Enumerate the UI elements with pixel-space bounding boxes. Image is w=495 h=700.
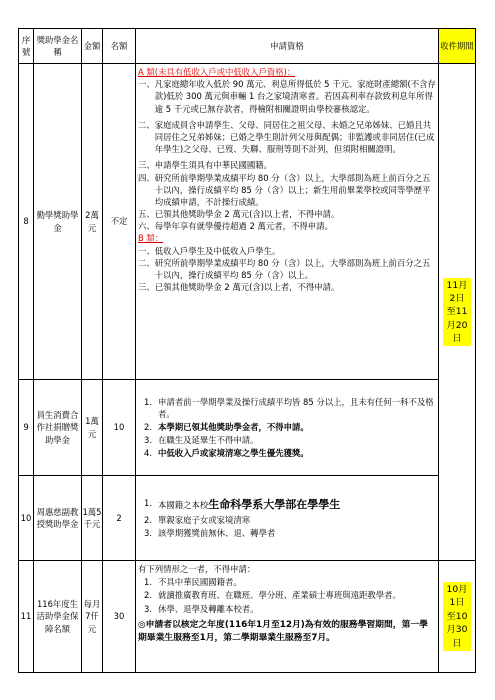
period-badge: 11月2日至11月20日 — [443, 278, 471, 347]
row-no: 11 — [19, 561, 34, 673]
section-a-title: A 類(未具有低收入戶或中低收入戶資格)： — [138, 67, 296, 77]
row-no: 9 — [19, 380, 34, 476]
row-amount: 1萬5千元 — [82, 476, 103, 561]
table-row — [19, 380, 476, 476]
row-name: 勤學獎助學金 — [34, 64, 82, 380]
row-amount: 每月7仟元 — [82, 561, 103, 673]
row-note: ◎申請者以核定之年度(116年1月至12月)為有效的服務學習期間，第一學期畢業生服務至1月，第二學期畢業生服務至7月。 — [138, 619, 428, 644]
list-item: 2. 單親家庭子女或家境清寒 — [144, 514, 251, 525]
list-item: 二、 研究所前學期學業成績平均 80 分（含）以上，大學部則為班上前百分之五十以內，操行成績平均 85 分（含）以上。 — [138, 257, 431, 280]
list-item: 三、 申請學生須具有中華民國國籍。 — [138, 160, 272, 171]
list-item: 3. 該學期獲獎前無休、退、轉學者 — [144, 527, 276, 538]
list-item: 三、 已領其他獎助學金 2 萬元(含)以上者，不得申請。 — [138, 282, 340, 293]
row-requirements — [136, 476, 439, 561]
list-item: 2. 本學期已領其他獎助學金者，不得申請。 — [144, 421, 309, 432]
section-b-title: B 類： — [138, 233, 164, 244]
table-row — [19, 64, 476, 380]
header-period: 收件期間 — [439, 29, 476, 64]
list-item: 四、 研究所前學期學業成績平均 80 分（含）以上，大學部則為班上前百分之五十以內，操行成績平均 85 分（含）以上；新生用前畢業學校或同等學歷平均成績申請，不計操行成績。 — [138, 172, 431, 207]
header-name: 獎助學金名稱 — [34, 29, 82, 64]
row-intro: 有下列情形之一者，不得申請： — [138, 564, 256, 574]
list-item: 2. 就讀推廣教育班、在職班、學分班、產業碩士專班與遠距教學者。 — [144, 590, 401, 601]
header-no: 序號 — [19, 29, 34, 64]
list-item: 一、 凡家庭總年收入低於 90 萬元、利息所得低於 5 千元、家庭財產總額(不含存款)低於 300 萬元與車輛 1 台之家境清寒者。若因高利率存款致利息年所得逾 5 千元或已無存款者，得檢附相關證明由學校審核認定。 — [138, 79, 436, 114]
row-requirements — [136, 561, 439, 673]
period-badge: 10月1日至10月30日 — [443, 582, 471, 651]
header-row — [19, 29, 476, 64]
row-no: 8 — [19, 64, 34, 380]
list-item: 六、 每學年享有就學優待超過 2 萬元者，不得申請。 — [138, 221, 333, 232]
list-item: 1. 不具中華民國國籍者。 — [144, 577, 242, 588]
row-quota: 不定 — [103, 64, 136, 380]
row-quota: 10 — [103, 380, 136, 476]
header-amount: 金額 — [82, 29, 103, 64]
list-item: 五、 已領其他獎助學金 2 萬元(含)以上者，不得申請。 — [138, 209, 340, 220]
row-no: 10 — [19, 476, 34, 561]
list-item: 1. 申請者前一學期學業及操行成績平均皆 85 分以上，且未有任何一科不及格者。 — [144, 396, 434, 419]
table-row — [19, 476, 476, 561]
row-quota: 2 — [103, 476, 136, 561]
row-amount: 1萬元 — [82, 380, 103, 476]
scholarship-table — [18, 28, 476, 673]
row-name: 116年度生活助學金保障名額 — [34, 561, 82, 673]
header-requirements: 申請資格 — [136, 29, 439, 64]
list-item: 3. 在職生及延畢生不得申請。 — [144, 435, 259, 446]
list-item: 1. 本國籍之本校生命科學系大學部在學學生 — [144, 497, 341, 511]
list-item: 一、 低收入戶學生及中低收入戶學生。 — [138, 245, 281, 256]
row-requirements — [136, 64, 439, 380]
header-quota: 名額 — [103, 29, 136, 64]
list-item: 3. 休學、退學及轉離本校者。 — [144, 603, 259, 614]
list-item: 二、 家庭成員含申請學生、父母、同居住之祖父母、未婚之兄弟姊妹、已婚且共同居住之兄弟姊妹；已婚之學生則計列父母與配偶；非監護或非同居住(已成年學生)之父母、已歿、失聯、服刑等則不計列，但須附相關證明。 — [138, 119, 435, 155]
row-quota: 30 — [103, 561, 136, 673]
row-requirements — [136, 380, 439, 476]
row-amount: 2萬元 — [82, 64, 103, 380]
period-cell — [439, 64, 476, 561]
list-item: 4. 中低收入戶或家境清寒之學生優先獲獎。 — [144, 448, 309, 459]
row-name: 員生消費合作社捐贈獎助學金 — [34, 380, 82, 476]
period-cell — [439, 561, 476, 673]
row-name: 周惠慈副教授獎助學金 — [34, 476, 82, 561]
table-row — [19, 561, 476, 673]
